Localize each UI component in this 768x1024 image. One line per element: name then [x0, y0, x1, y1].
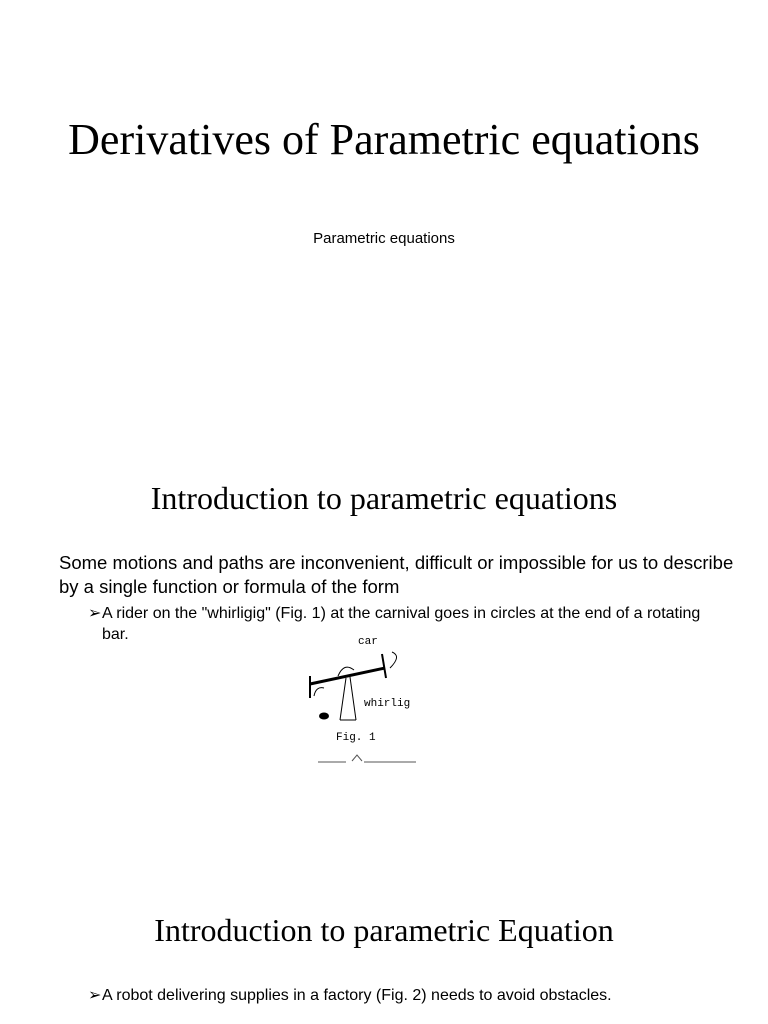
bullet-arrow-icon: ➢: [88, 605, 102, 622]
bullet-robot: [88, 985, 728, 1006]
figure-pillar-left: [340, 678, 346, 720]
intro-paragraph: Some motions and paths are inconvenient, difficult or impossible for us to describe by a single function or formula of the form: [59, 552, 734, 597]
figure-end-post-right: [382, 654, 386, 678]
figure-rotating-bar: [310, 668, 385, 684]
figure-rider: [319, 713, 329, 720]
figure-arrow-left: [314, 688, 324, 696]
figure-pillar-right: [350, 677, 356, 720]
slide-title-intro: Introduction to parametric equations: [150, 480, 618, 516]
bullet-text: A rider on the "whirligig" (Fig. 1) at the carnival goes in circles at the end of a rotating bar.: [102, 605, 701, 643]
figure-caption: Fig. 1: [336, 732, 376, 744]
figure-label-car: car: [358, 636, 378, 648]
bullet-text: A robot delivering supplies in a factory (Fig. 2) needs to avoid obstacles.: [102, 987, 612, 1004]
slide-title-intro-2: Introduction to parametric Equation: [154, 912, 614, 948]
figure-caret: [352, 755, 362, 761]
slide-subtitle: Parametric equations: [313, 230, 455, 247]
whirligig-figure: [300, 632, 430, 770]
figure-arrow-right: [390, 652, 397, 668]
bullet-arrow-icon: ➢: [88, 987, 102, 1004]
figure-label-whirlig: whirlig: [364, 698, 411, 710]
slide-title-main: Derivatives of Parametric equations: [68, 115, 700, 164]
